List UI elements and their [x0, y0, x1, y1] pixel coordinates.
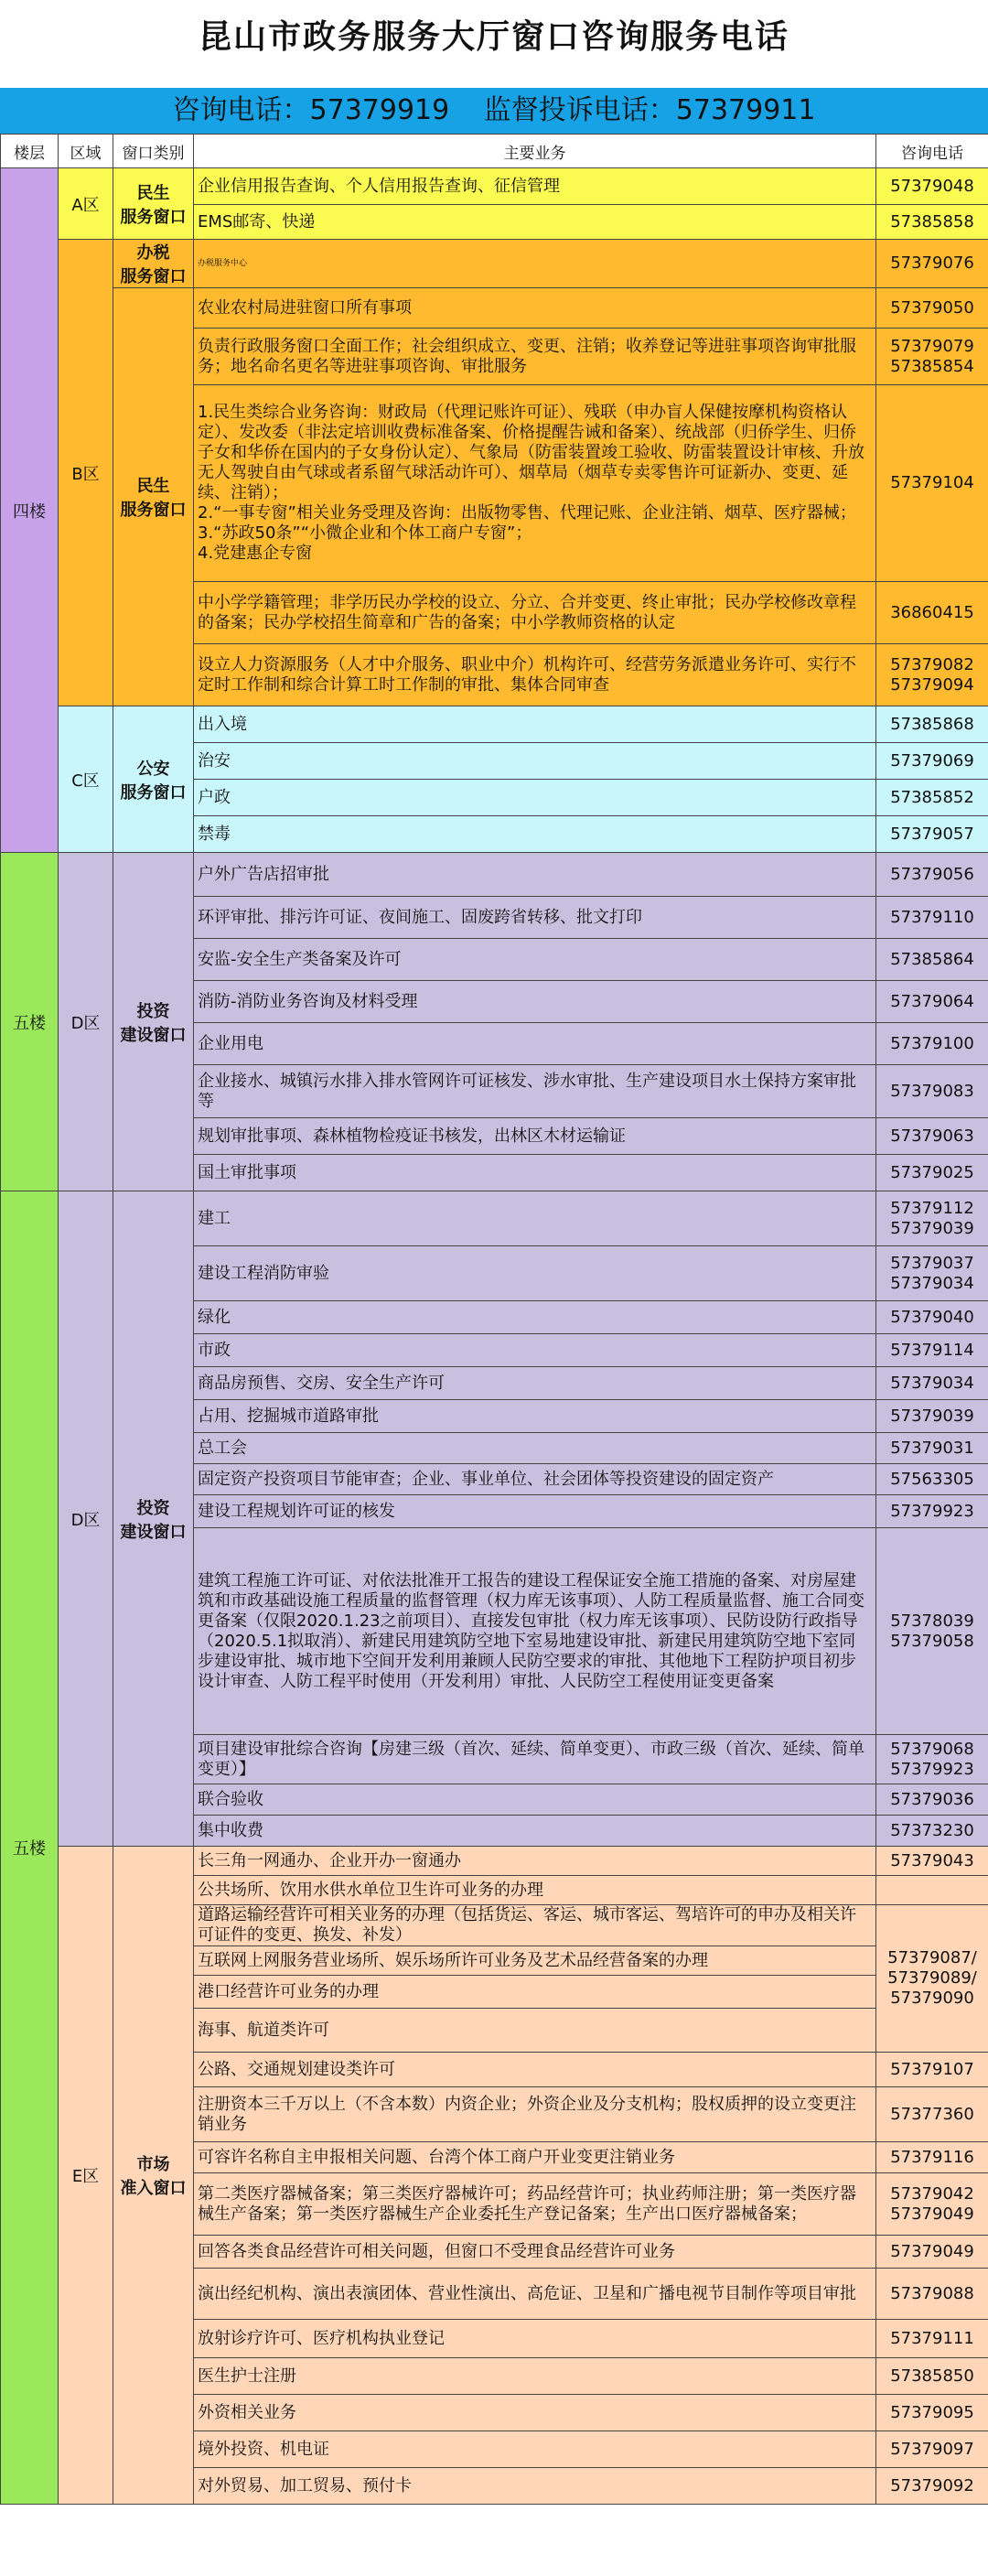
- business-cell: 建设工程消防审验: [194, 1246, 876, 1301]
- business-cell: 企业信用报告查询、个人信用报告查询、征信管理: [194, 168, 876, 205]
- business-cell: 可容许名称自主申报相关问题、台湾个体工商户开业变更注销业务: [194, 2142, 876, 2173]
- phone-cell: 57379092: [876, 2468, 988, 2505]
- business-cell: 企业用电: [194, 1023, 876, 1065]
- business-cell: 户外广告店招审批: [194, 853, 876, 897]
- phone-cell: 57379111: [876, 2320, 988, 2358]
- phone-cell: 57385850: [876, 2358, 988, 2395]
- business-cell: 演出经纪机构、演出表演团体、营业性演出、高危证、卫星和广播电视节目制作等项目审批: [194, 2269, 876, 2320]
- phone-cell: 57379042 57379049: [876, 2173, 988, 2236]
- business-cell: 互联网上网服务营业场所、娱乐场所许可业务及艺术品经营备案的办理: [194, 1946, 876, 1976]
- business-cell: 医生护士注册: [194, 2358, 876, 2395]
- business-cell: 项目建设审批综合咨询【房建三级（首次、延续、简单变更）、市政三级（首次、延续、简单变更）】: [194, 1735, 876, 1784]
- table-header: [1, 135, 988, 168]
- business-cell: 道路运输经营许可相关业务的办理（包括货运、客运、城市客运、驾培许可的申办及相关许可证件的变更、换发、补发）: [194, 1905, 876, 1946]
- business-cell: 出入境: [194, 706, 876, 743]
- phone-cell: 57379114: [876, 1334, 988, 1367]
- phone-cell: 57379079 57385854: [876, 329, 988, 385]
- business-cell: 外资相关业务: [194, 2395, 876, 2431]
- window-category: 公安 服务窗口: [113, 706, 194, 853]
- page-title: 昆山市政务服务大厅窗口咨询服务电话: [198, 17, 789, 56]
- phone-cell: 57379057: [876, 816, 988, 853]
- phone-cell: 57385864: [876, 939, 988, 981]
- window-category: 投资 建设窗口: [113, 1191, 194, 1847]
- business-cell: 回答各类食品经营许可相关问题，但窗口不受理食品经营许可业务: [194, 2236, 876, 2269]
- business-cell: 设立人力资源服务（人才中介服务、职业中介）机构许可、经营劳务派遣业务许可、实行不定时工作制和综合计算工时工作制的审批、集体合同审查: [194, 644, 876, 706]
- business-cell: 市政: [194, 1334, 876, 1367]
- business-cell: 建设工程规划许可证的核发: [194, 1495, 876, 1528]
- phone-cell: 57563305: [876, 1464, 988, 1495]
- phone-cell: 57379083: [876, 1065, 988, 1118]
- phone-cell: 57385858: [876, 205, 988, 240]
- phone-cell: 57379110: [876, 897, 988, 939]
- zone-a-label: A区: [59, 168, 113, 240]
- business-cell: 长三角一网通办、企业开办一窗通办: [194, 1847, 876, 1876]
- business-cell: 港口经营许可业务的办理: [194, 1976, 876, 2009]
- service-phone-table: [0, 134, 988, 2505]
- business-cell: 治安: [194, 743, 876, 780]
- phone-cell: 57379097: [876, 2431, 988, 2468]
- phone-cell: 57379039: [876, 1400, 988, 1433]
- hotline-banner: [0, 88, 988, 134]
- zone-d-label: D区: [59, 853, 113, 1191]
- phone-cell: 57385852: [876, 780, 988, 816]
- phone-cell: 57379048: [876, 168, 988, 205]
- floor-5-label: 五楼: [1, 1191, 59, 2505]
- zone-d-label: D区: [59, 1191, 113, 1847]
- phone-cell: 57379112 57379039: [876, 1191, 988, 1246]
- zone-e-label: E区: [59, 1847, 113, 2505]
- business-cell: 公共场所、饮用水供水单位卫生许可业务的办理: [194, 1876, 876, 1905]
- header-floor: 楼层: [1, 135, 59, 168]
- header-business: 主要业务: [194, 135, 876, 168]
- phone-cell: 36860415: [876, 582, 988, 644]
- phone-cell: 57379087/ 57379089/ 57379090: [876, 1905, 988, 2053]
- table-row: [1, 168, 988, 205]
- business-cell: 建筑工程施工许可证、对依法批准开工报告的建设工程保证安全施工措施的备案、对房屋建筑和市政基础设施工程质量的监督管理（权力库无该事项）、人防工程质量监督、施工合同变更备案（仅限2020.1.23之前项目）、直接发包审批（权力库无该事项）、民防设防行政指导（2020.5.1拟取消）、新建民用建筑防空地下室易地建设审批、新建民用建筑防空地下室同步建设审批、城市地下空间开发利用兼顾人民防空要求的审批、其他地下工程防护项目初步设计审查、人防工程平时使用（开发利用）审批、人民防空工程使用证变更备案: [194, 1528, 876, 1735]
- window-category: 投资 建设窗口: [113, 853, 194, 1191]
- zone-c-label: C区: [59, 706, 113, 853]
- business-cell: 户政: [194, 780, 876, 816]
- business-cell: 放射诊疗许可、医疗机构执业登记: [194, 2320, 876, 2358]
- business-cell: EMS邮寄、快递: [194, 205, 876, 240]
- phone-cell: 57373230: [876, 1816, 988, 1847]
- phone-cell: 57379034: [876, 1367, 988, 1400]
- window-category: 市场 准入窗口: [113, 1847, 194, 2505]
- business-cell: 负责行政服务窗口全面工作；社会组织成立、变更、注销；收养登记等进驻事项咨询审批服务；地名命名更名等进驻事项咨询、审批服务: [194, 329, 876, 385]
- business-cell: 注册资本三千万以上（不含本数）内资企业；外资企业及分支机构；股权质押的设立变更注销业务: [194, 2087, 876, 2142]
- phone-cell: 57379104: [876, 385, 988, 582]
- business-cell: 固定资产投资项目节能审查；企业、事业单位、社会团体等投资建设的固定资产: [194, 1464, 876, 1495]
- phone-cell: 57378039 57379058: [876, 1528, 988, 1735]
- business-cell: 规划审批事项、森林植物检疫证书核发，出林区木材运输证: [194, 1118, 876, 1155]
- phone-cell: 57379025: [876, 1155, 988, 1191]
- business-cell: 海事、航道类许可: [194, 2009, 876, 2053]
- business-cell: 第二类医疗器械备案；第三类医疗器械许可；药品经营许可；执业药师注册；第一类医疗器械生产备案；第一类医疗器械生产企业委托生产登记备案；生产出口医疗器械备案；: [194, 2173, 876, 2236]
- phone-cell: 57385868: [876, 706, 988, 743]
- zone-b-label: B区: [59, 240, 113, 706]
- business-cell: 禁毒: [194, 816, 876, 853]
- business-cell: 中小学学籍管理；非学历民办学校的设立、分立、合并变更、终止审批；民办学校修改章程的备案；民办学校招生简章和广告的备案；中小学教师资格的认定: [194, 582, 876, 644]
- consult-hotline: 咨询电话：57379919: [172, 94, 450, 126]
- phone-cell: 57379043: [876, 1847, 988, 1876]
- phone-cell: 57379056: [876, 853, 988, 897]
- phone-cell: 57377360: [876, 2087, 988, 2142]
- phone-cell: 57379036: [876, 1784, 988, 1816]
- phone-cell: 57379088: [876, 2269, 988, 2320]
- business-cell: 对外贸易、加工贸易、预付卡: [194, 2468, 876, 2505]
- window-category: 民生 服务窗口: [113, 288, 194, 706]
- table-row: [1, 853, 988, 897]
- floor-5-label: 五楼: [1, 853, 59, 1191]
- phone-cell: 57379069: [876, 743, 988, 780]
- phone-cell: 57379064: [876, 981, 988, 1023]
- business-cell: 企业接水、城镇污水排入排水管网许可证核发、涉水审批、生产建设项目水土保持方案审批等: [194, 1065, 876, 1118]
- phone-cell: 57379049: [876, 2236, 988, 2269]
- phone-cell: 57379107: [876, 2053, 988, 2087]
- phone-cell: 57379063: [876, 1118, 988, 1155]
- phone-cell: 57379116: [876, 2142, 988, 2173]
- business-cell: 集中收费: [194, 1816, 876, 1847]
- business-cell: 1.民生类综合业务咨询：财政局（代理记账许可证）、残联（申办盲人保健按摩机构资格认定）、发改委（非法定培训收费标准备案、价格提醒告诫和备案）、统战部（归侨学生、归侨子女和华侨在国内的子女身份认定）、气象局（防雷装置竣工验收、防雷装置设计审核、升放无人驾驶自由气球或者系留气球活动许可）、烟草局（烟草专卖零售许可证新办、变更、延续、注销）； 2.“一事专窗”相关业务受理及咨询：出版物零售、代理记账、企业注销、烟草、医疗器械； 3.“苏政50条”“小微企业和个体工商户专窗”； 4.党建惠企专窗: [194, 385, 876, 582]
- phone-cell: 57379100: [876, 1023, 988, 1065]
- phone-cell: 57379923: [876, 1495, 988, 1528]
- phone-cell: 57379031: [876, 1433, 988, 1464]
- business-cell: 绿化: [194, 1301, 876, 1334]
- business-cell: 环评审批、排污许可证、夜间施工、固废跨省转移、批文打印: [194, 897, 876, 939]
- phone-cell: 57379040: [876, 1301, 988, 1334]
- business-cell: 农业农村局进驻窗口所有事项: [194, 288, 876, 329]
- business-cell: 商品房预售、交房、安全生产许可: [194, 1367, 876, 1400]
- window-category: 办税 服务窗口: [113, 240, 194, 288]
- table-row: [1, 706, 988, 743]
- table-row: [1, 240, 988, 288]
- phone-cell: 57379082 57379094: [876, 644, 988, 706]
- table-row: [1, 1191, 988, 1246]
- business-cell: 消防-消防业务咨询及材料受理: [194, 981, 876, 1023]
- phone-cell: 57379037 57379034: [876, 1246, 988, 1301]
- phone-cell: 57379095: [876, 2395, 988, 2431]
- phone-cell: 57379068 57379923: [876, 1735, 988, 1784]
- complaint-hotline: 监督投诉电话：57379911: [483, 94, 816, 126]
- window-category: 民生 服务窗口: [113, 168, 194, 240]
- header-window: 窗口类别: [113, 135, 194, 168]
- phone-cell: 57379050: [876, 288, 988, 329]
- business-cell: 建工: [194, 1191, 876, 1246]
- business-cell: 国土审批事项: [194, 1155, 876, 1191]
- business-cell: 联合验收: [194, 1784, 876, 1816]
- business-cell: 办税服务中心: [194, 240, 876, 288]
- phone-cell: [876, 1876, 988, 1905]
- table-row: [1, 1847, 988, 1876]
- header-phone: 咨询电话: [876, 135, 988, 168]
- table-row: [1, 288, 988, 329]
- business-cell: 安监-安全生产类备案及许可: [194, 939, 876, 981]
- floor-4-label: 四楼: [1, 168, 59, 853]
- business-cell: 境外投资、机电证: [194, 2431, 876, 2468]
- business-cell: 占用、挖掘城市道路审批: [194, 1400, 876, 1433]
- header-zone: 区域: [59, 135, 113, 168]
- business-cell: 总工会: [194, 1433, 876, 1464]
- business-cell: 公路、交通规划建设类许可: [194, 2053, 876, 2087]
- phone-cell: 57379076: [876, 240, 988, 288]
